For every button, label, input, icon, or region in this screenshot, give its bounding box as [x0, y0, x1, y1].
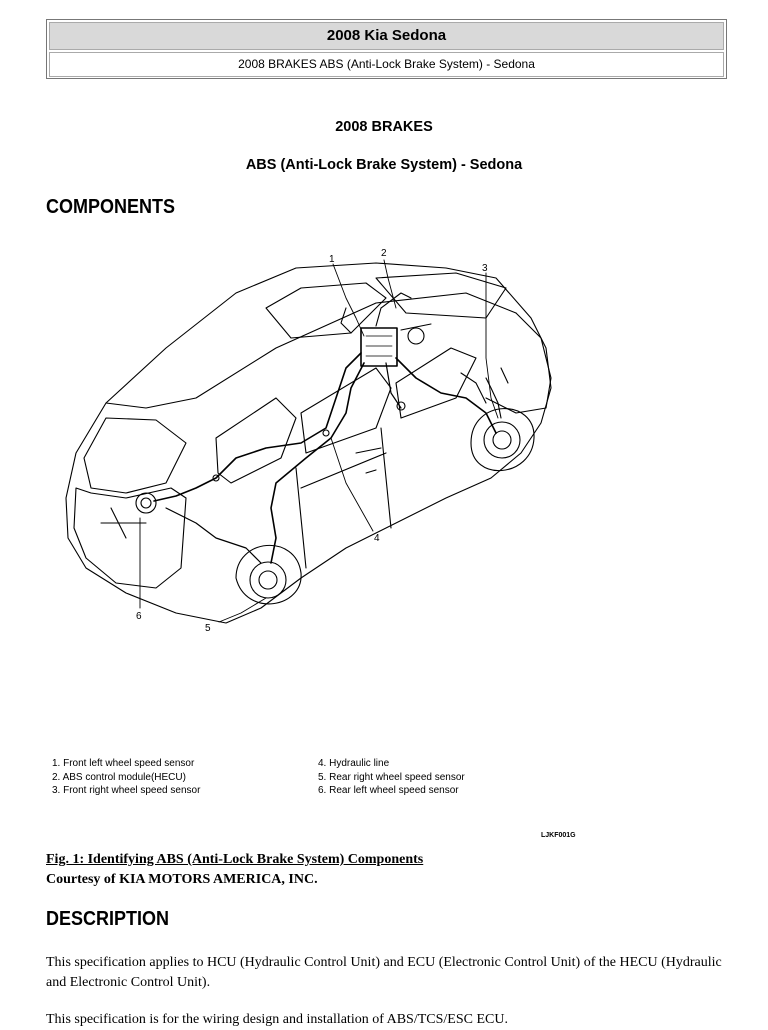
callout-4: 4: [374, 533, 380, 544]
document-subtitle: 2008 BRAKES ABS (Anti-Lock Brake System) - Sedona: [49, 52, 724, 77]
callout-6: 6: [136, 611, 142, 622]
figure-courtesy: Courtesy of KIA MOTORS AMERICA, INC.: [46, 872, 318, 887]
description-paragraph-1: This specification applies to HCU (Hydraulic Control Unit) and ECU (Electronic Control Unit) of the HECU (Hydraulic and Electronic Control Unit).: [46, 955, 722, 990]
legend-item: 6. Rear left wheel speed sensor: [318, 785, 459, 796]
document-title: 2008 Kia Sedona: [49, 22, 724, 50]
rear-window: [84, 418, 186, 493]
document-header-table: [46, 19, 727, 79]
legend-left: [52, 757, 200, 798]
legend-item: 5. Rear right wheel speed sensor: [318, 771, 465, 783]
callout-5: 5: [205, 623, 211, 634]
legend-item: 4. Hydraulic line: [318, 758, 390, 769]
front-wheel: [471, 409, 534, 471]
description-heading: DESCRIPTION: [46, 908, 170, 930]
front-door-window: [396, 348, 476, 418]
legend-item: 2. ABS control module(HECU): [52, 771, 186, 783]
rear-left-brake: [136, 493, 156, 513]
section-title: 2008 BRAKES: [335, 119, 433, 135]
legend-item: 1. Front left wheel speed sensor: [52, 758, 195, 769]
legend-item: 3. Front right wheel speed sensor: [52, 785, 201, 796]
hydraulic-line: [154, 353, 361, 501]
hecu-module: [361, 328, 397, 366]
callout-2: 2: [381, 248, 387, 259]
rear-wheel: [236, 545, 301, 604]
figure-code: LJKF001G: [541, 832, 576, 839]
callout-1: 1: [329, 254, 335, 265]
figure-caption: Fig. 1: Identifying ABS (Anti-Lock Brake System) Components: [46, 852, 424, 867]
system-title: ABS (Anti-Lock Brake System) - Sedona: [245, 157, 523, 173]
description-paragraph-2: This specification is for the wiring design and installation of ABS/TCS/ESC ECU.: [46, 1012, 508, 1027]
abs-components-diagram: [46, 238, 586, 638]
callout-3: 3: [482, 263, 488, 274]
components-heading: COMPONENTS: [46, 196, 176, 218]
legend-right: [318, 757, 465, 798]
side-window-rear: [216, 398, 296, 483]
